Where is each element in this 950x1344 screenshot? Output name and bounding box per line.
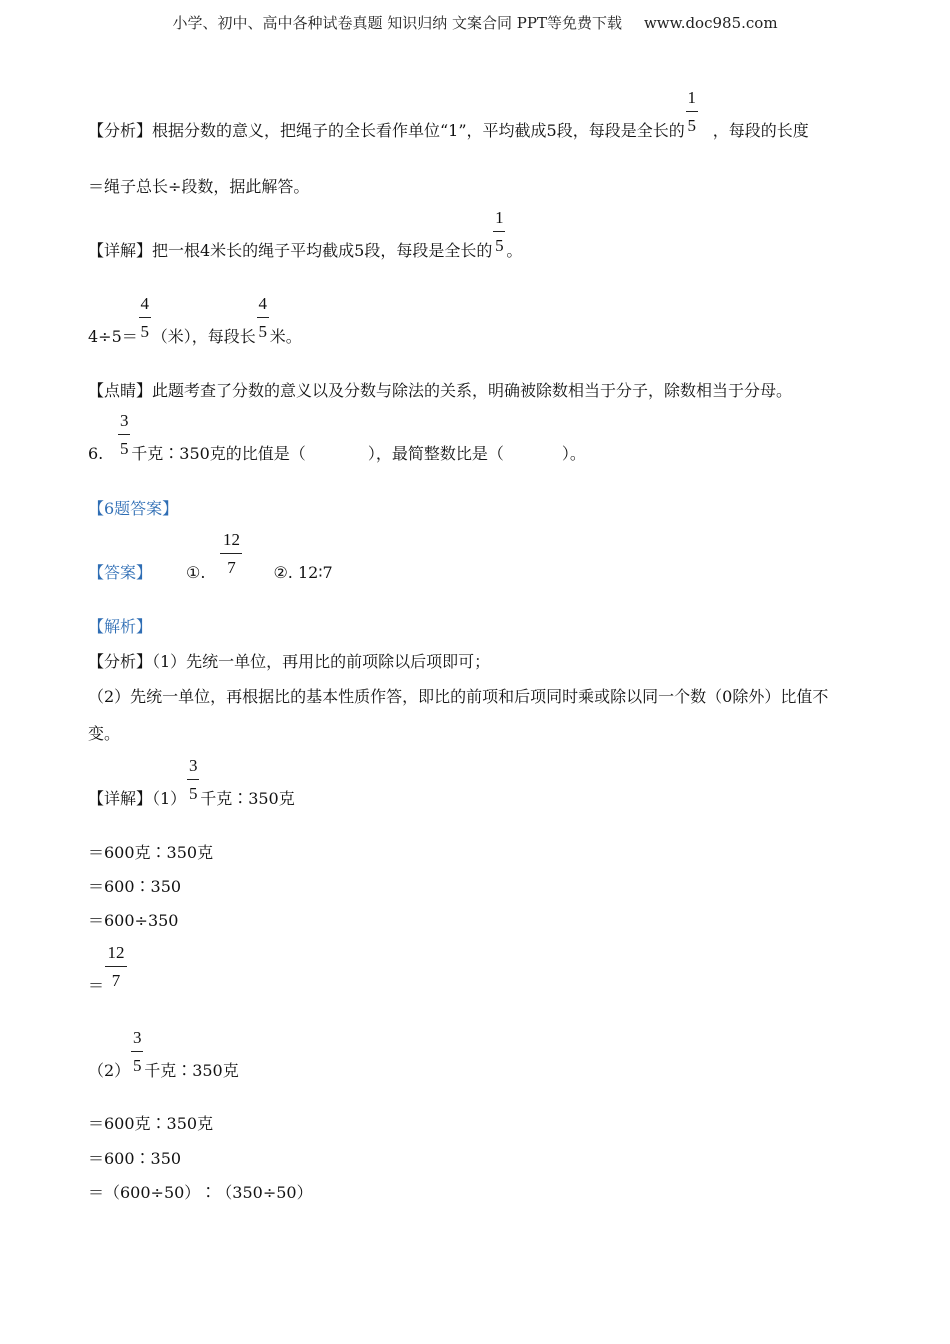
step-5: ＝600克∶350克 <box>88 1114 214 1133</box>
comment-line: 【点睛】此题考查了分数的意义以及分数与除法的关系，明确被除数相当于分子，除数相当于分母。 <box>88 381 793 400</box>
fraction: $\frac{3}{5}$ <box>132 1028 142 1075</box>
solution-analysis-3: 变。 <box>88 724 121 743</box>
fraction: $\frac{1}{5}$ <box>495 208 504 255</box>
page-header <box>0 13 950 33</box>
answer-6-line: 【答案】 ①. $\frac{12}{7}$ ②. 12∶7 <box>88 530 333 582</box>
step-7: ＝（600÷50）∶（350÷50） <box>88 1183 313 1202</box>
fraction: $\frac{1}{5}$ <box>687 88 696 135</box>
analysis-line-1: 【分析】根据分数的意义，把绳子的全长看作单位“1”，平均截成5段，每段是全长的 $\frac{1}{5}$ ，每段的长度 <box>88 88 809 140</box>
solution-part-2: （2） $\frac{3}{5}$ 千克∶350克 <box>88 1028 239 1080</box>
step-3: ＝600÷350 <box>88 911 179 930</box>
fraction: $\frac{3}{5}$ <box>188 756 198 803</box>
fraction: $\frac{3}{5}$ <box>120 411 129 458</box>
solution-heading: 【解析】 <box>88 617 153 636</box>
header-site: www.doc985.com <box>643 14 778 32</box>
solution-analysis-2: （2）先统一单位，再根据比的基本性质作答，即比的前项和后项同时乘或除以同一个数（0除外）比值不 <box>88 687 829 706</box>
solution-detail-1: 【详解】（1） $\frac{3}{5}$ 千克∶350克 <box>88 756 295 808</box>
step-4: ＝ $\frac{12}{7}$ <box>88 971 128 996</box>
step-6: ＝600∶350 <box>88 1149 182 1168</box>
detail-line: 【详解】把一根4米长的绳子平均截成5段，每段是全长的 $\frac{1}{5}$ 。 <box>88 208 523 260</box>
answer-6-heading: 【6题答案】 <box>88 499 179 518</box>
fraction: $\frac{4}{5}$ <box>140 294 150 341</box>
header-text: 小学、初中、高中各种试卷真题 知识归纳 文案合同 PPT等免费下载 <box>172 14 622 32</box>
solution-analysis-1: 【分析】（1）先统一单位，再用比的前项除以后项即可； <box>88 652 491 671</box>
analysis-line-2: ＝绳子总长÷段数，据此解答。 <box>88 177 310 196</box>
step-1: ＝600克∶350克 <box>88 843 214 862</box>
step-2: ＝600∶350 <box>88 877 182 896</box>
fraction: $\frac{12}{7}$ <box>104 971 128 991</box>
calc-line: 4÷5＝ $\frac{4}{5}$ （米），每段长 $\frac{4}{5}$ 米。 <box>88 294 302 346</box>
fraction: $\frac{4}{5}$ <box>258 294 268 341</box>
question-6: 6. $\frac{3}{5}$ 千克∶350克的比值是（ ），最简整数比是（ ）。 <box>88 411 586 463</box>
fraction: $\frac{12}{7}$ <box>219 558 243 578</box>
